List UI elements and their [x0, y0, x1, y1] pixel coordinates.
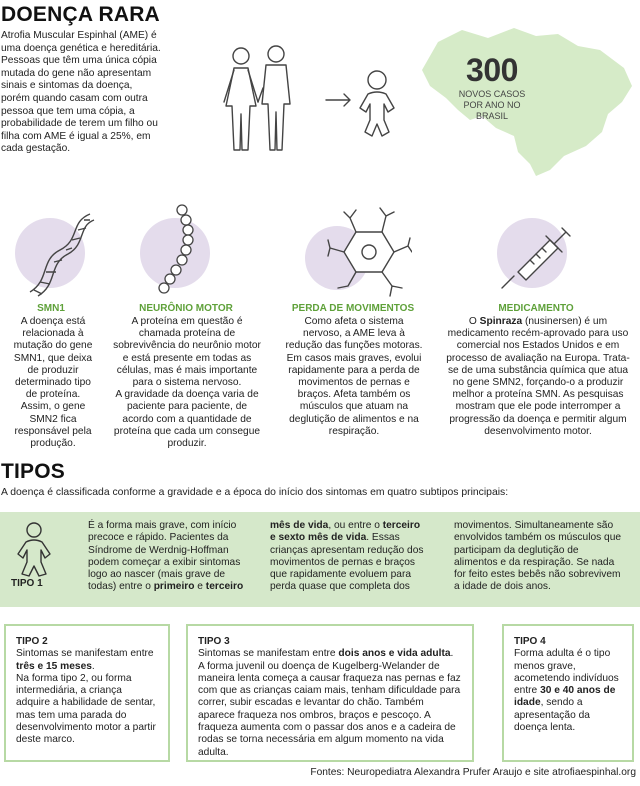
feature-text-smn1: A doença está relacionada à mutação do gene SMN1, que deixa de produzir determinado tipo de proteína. Assim, o gene SMN2 fica responsável pela produção.	[13, 316, 93, 450]
tipos-title: TIPOS	[1, 460, 66, 483]
baby-head-icon	[368, 71, 386, 89]
feature-text-perda-movimentos: Como afeta o sistema nervoso, a AME leva à redução das funções motoras. Em casos mais graves, evolui rapidamente para a perda de movimentos de pernas e braços. Afeta também os músculos que atuam na deglutição de alimentos e na respiração.	[285, 316, 423, 437]
sources-footer: Fontes: Neuropediatra Alexandra Prufer Araujo e site atrofiaespinhal.org	[310, 767, 636, 778]
tipo4-box	[502, 624, 634, 762]
neuron-icon	[326, 206, 412, 298]
tipo3-box	[186, 624, 474, 762]
arrow-icon	[326, 94, 350, 106]
man-body-icon	[262, 65, 290, 150]
syringe-icon	[492, 212, 578, 298]
baby-body-icon	[360, 92, 394, 136]
tipo2-text: Sintomas se manifestam entre três e 15 meses. Na forma tipo 2, ou forma intermediária, a criança adquire a habilidade de sentar, mas tem uma parada do desenvolvimento motor a partir deste marco.	[16, 648, 156, 746]
baby-icon	[10, 520, 58, 578]
tipo3-label: TIPO 3	[198, 636, 230, 647]
tipo1-text-col2: mês de vida, ou entre o terceiro e sexto mês de vida. Essas crianças apresentam redução dos movimentos de pernas e braços que rapidamente evoluem para perda quase que completa dos	[270, 520, 424, 593]
motor-neuron-chain-icon	[150, 202, 210, 298]
tipo4-text: Forma adulta é o tipo menos grave, acometendo indivíduos entre 30 e 40 anos de idade, sendo a apresentação da doença lenta.	[514, 648, 619, 734]
stat-number: 300	[466, 52, 518, 88]
tipo2-label: TIPO 2	[16, 636, 48, 647]
tipo1-text-col3: movimentos. Simultaneamente são envolvidos também os músculos que participam da deglutição de alimentos e da respiração. Se nada for feito estes bebês não sobrevivem a idade de dois anos.	[454, 520, 622, 593]
feature-title-neuronio-motor: NEURÔNIO MOTOR	[139, 303, 233, 314]
feature-text-neuronio-motor: A proteína em questão é chamada proteína de sobrevivência do neurônio motor e está presente em todas as células, mas é mais importante para o sistema nervoso. A gravidade da doença varia de paciente para paciente, de acordo com a quantidade de proteína que cada um consegue produzir.	[113, 316, 261, 450]
page-title: DOENÇA RARA	[1, 3, 160, 26]
feature-text-medicamento: O Spinraza (nusinersen) é um medicamento recém-aprovado para uso comercial nos Estados Unidos e em processo de avaliação na Europa. Trata-se de uma substância química que atua no gene SMN2, forçando-o a produzir melhor a proteína SMN. As pesquisas mostram que ele pode interromper a progressão da doença e permitir algum desenvolvimento motor.	[446, 316, 630, 437]
woman-head-icon	[233, 48, 249, 64]
parents-baby-illustration	[214, 44, 414, 159]
feature-title-perda-movimentos: PERDA DE MOVIMENTOS	[291, 303, 415, 314]
dna-icon	[10, 210, 96, 300]
tipos-subtitle: A doença é classificada conforme a gravidade e a época do início dos sintomas em quatro subtipos principais:	[1, 487, 509, 498]
tipo4-label: TIPO 4	[514, 636, 546, 647]
feature-title-smn1: SMN1	[37, 303, 65, 314]
tipo3-text: Sintomas se manifestam entre dois anos e vida adulta. A forma juvenil ou doença de Kugelberg-Welander de maneira lenta começa a causar fraqueza nas pernas e faz com que as crianças caiam mais, tenham dificuldade para correr, subir escadas e levantar do chão. Também aparece fraqueza nos ombros, braços e pescoço. A fraqueza aumenta com o passar dos anos e a cadeira de rodas se torna necessária em algum momento na vida adulta.	[198, 648, 461, 758]
man-head-icon	[268, 46, 284, 62]
stat-label: NOVOS CASOS POR ANO NO BRASIL	[458, 89, 526, 121]
tipo1-label: TIPO 1	[11, 578, 43, 589]
feature-title-medicamento: MEDICAMENTO	[498, 303, 574, 314]
tipo2-box	[4, 624, 170, 762]
tipo1-text-col1: É a forma mais grave, com início precoce e rápido. Pacientes da Síndrome de Werdnig-Hoffman podem começar a exibir sintomas logo ao nascer (mais grave de todas) entre o primeiro e terceiro	[88, 520, 244, 593]
intro-text: Atrofia Muscular Espinhal (AME) é uma doença genética e hereditária. Pessoas que têm uma única cópia mutada do gene não apresentam sinais e sintomas da doença, porém quando casam com outra pessoa que tem uma cópia, a probabilidade de terem um filho ou filha com AME é igual a 25%, em cada gestação.	[1, 30, 161, 155]
